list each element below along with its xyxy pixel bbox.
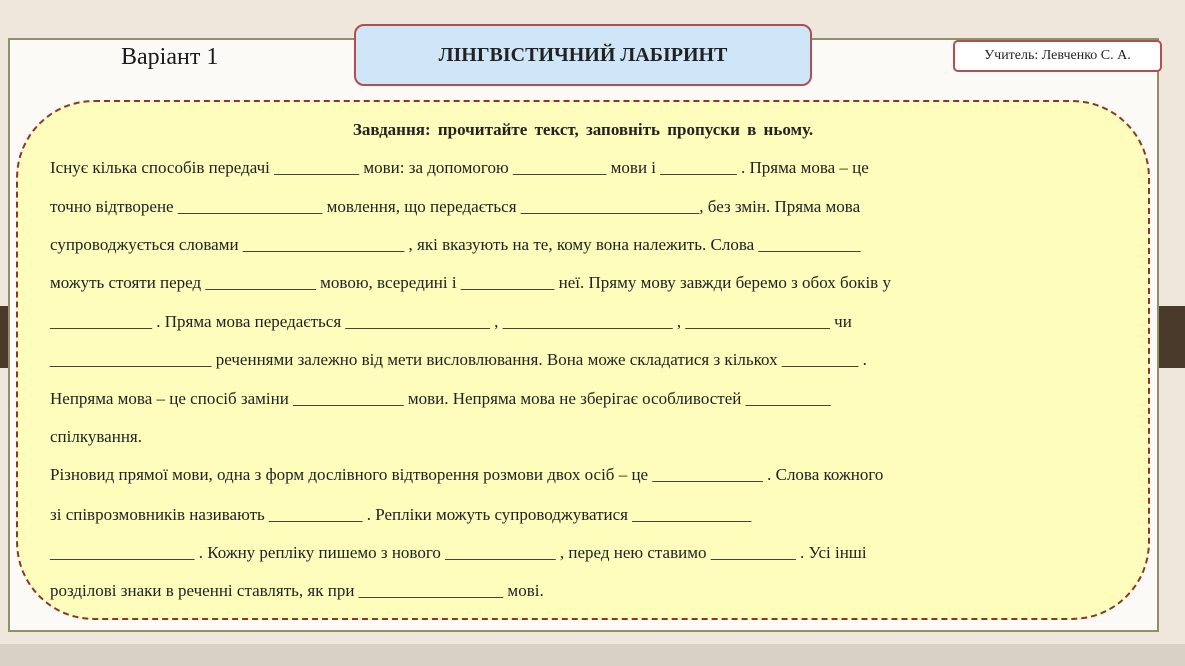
- text-line-12: розділові знаки в реченні ставлять, як при _________________ мові.: [50, 581, 544, 600]
- text-line-8: спілкування.: [50, 427, 142, 446]
- text-line-2: точно відтворене _________________ мовлення, що передається _____________________, без змін. Пряма мова: [50, 197, 861, 216]
- teacher-label: Учитель: Левченко С. А.: [953, 40, 1162, 72]
- text-line-4: можуть стояти перед _____________ мовою, всередині і ___________ неї. Пряму мову завжди беремо з обох боків у: [50, 273, 891, 292]
- text-line-3: супроводжується словами ___________________ , які вказують на те, кому вона належить. Слова ____________: [50, 235, 861, 254]
- worksheet-title: ЛІНГВІСТИЧНИЙ ЛАБІРИНТ: [354, 24, 812, 86]
- variant-label: Варіант 1: [121, 44, 219, 70]
- task-heading: Завдання: прочитайте текст, заповніть пропуски в ньому.: [352, 120, 814, 139]
- text-line-5: ____________ . Пряма мова передається _________________ , ____________________ , _________________ чи: [50, 312, 852, 331]
- text-line-9: Різновид прямої мови, одна з форм дослівного відтворення розмови двох осіб – це _____________ . Слова кожного: [50, 465, 884, 484]
- text-line-10: зі співрозмовників називають ___________ . Репліки можуть супроводжуватися ______________: [50, 505, 752, 524]
- text-line-11: _________________ . Кожну репліку пишемо з нового _____________ , перед нею ставимо __________ . Усі інші: [50, 543, 867, 562]
- bottom-shadow: [0, 644, 1185, 666]
- text-line-6: ___________________ реченнями залежно від мети висловлювання. Вона може складатися з кількох _________ .: [50, 350, 867, 369]
- text-line-1: Існує кілька способів передачі __________ мови: за допомогою ___________ мови і _________ . Пряма мова – це: [50, 158, 869, 177]
- text-line-7: Непряма мова – це спосіб заміни _____________ мови. Непряма мова не зберігає особливостей __________: [50, 389, 831, 408]
